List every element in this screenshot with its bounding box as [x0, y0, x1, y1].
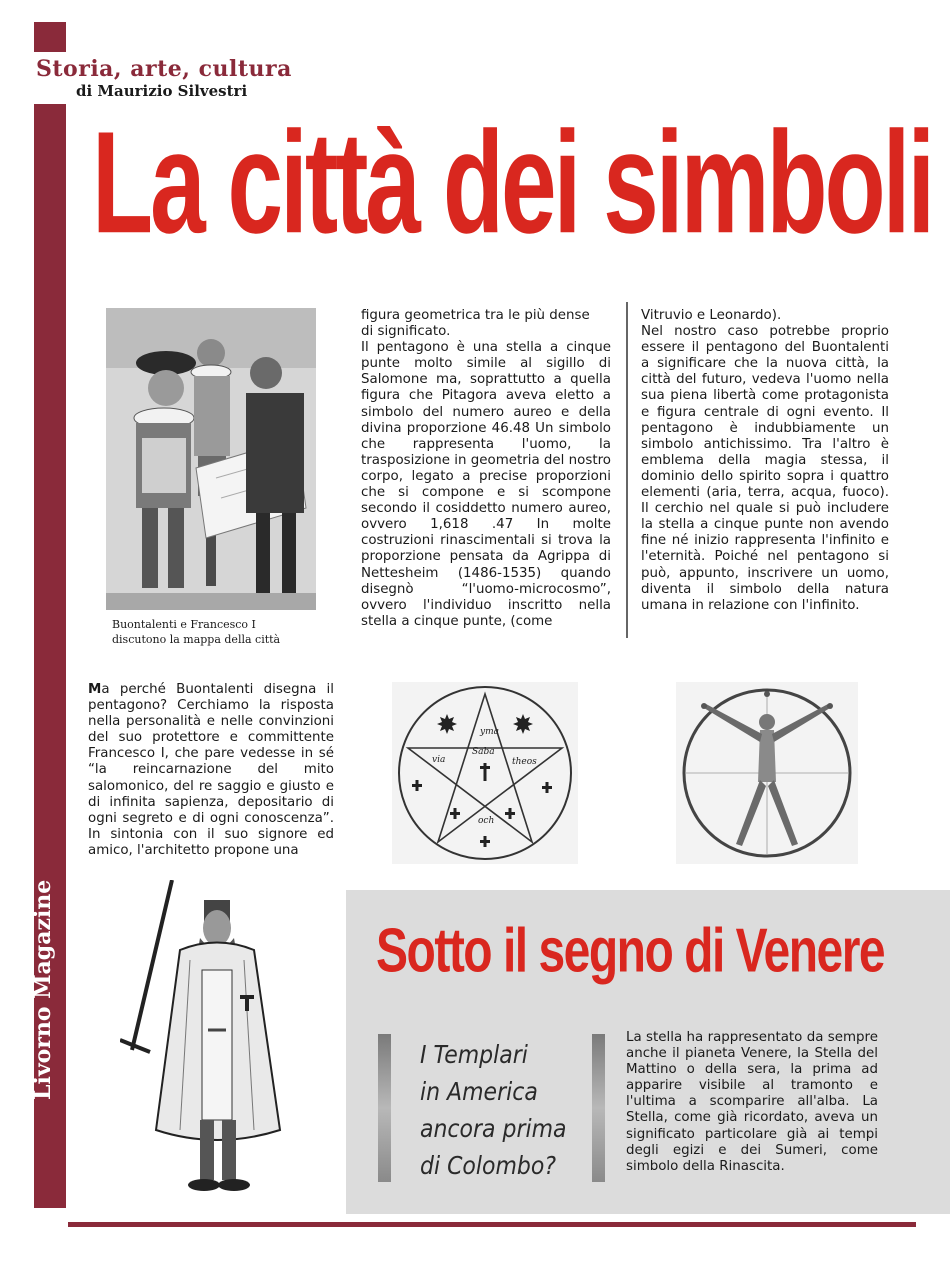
article-intro: [88, 682, 334, 859]
quote-bar: [378, 1034, 391, 1182]
bottom-rule: [68, 1222, 916, 1227]
column-divider: [626, 302, 628, 638]
pentagram-image: [392, 682, 578, 864]
text-bar: [592, 1034, 605, 1182]
pull-quote: I Templari in America ancora prima di Colombo?: [420, 1040, 567, 1180]
pentagram-label-top: yma: [480, 727, 499, 737]
vitruvian-man-image: [676, 682, 858, 864]
image-caption: Buontalenti e Francesco I discutono la mappa della città: [112, 618, 281, 646]
article-column-2: figura geometrica tra le più dense di significato. Il pentagono è una stella a cinque punte molto simile al sigillo di Salomone ma, soprattutto a quella figura che Pitagora aveva eletto a simbolo del numero aureo e della divina proporzione 46.48 Un simbolo che rappresenta l'uomo, la trasposizione in geometria del nostro corpo, legato a precise proporzioni che si compone e si scompone secondo il cosiddetto numero aureo, ovvero 1,618 .47 In molte costruzioni rinascimentali si trova la proporzione pensata da Agrippa di Nettesheim (1486-1535) quando disegnò “l'uomo-microcosmo”, ovvero l'individuo inscritto nella stella a cinque punte, (come: [361, 308, 611, 629]
author-byline: di Maurizio Silvestri: [76, 82, 248, 100]
box-headline: Sotto il segno di Venere: [376, 916, 885, 986]
corner-block: [34, 22, 66, 52]
article-column-3: Vitruvio e Leonardo). Nel nostro caso potrebbe proprio essere il pentagono del Buontalenti a significare che la nuova città, la città del futuro, vedeva l'uomo nella sua piena libertà come protagonista e figura centrale di ogni evento. Il pentagono è indubbiamente un simbolo antichissimo. Tra l'altro è emblema della magia stessa, il dominio dello spirito sopra i quattro elementi (aria, terra, acqua, fuoco). Il cerchio nel quale si può includere la stella a cinque punte non avendo fine né inizio rappresenta l'infinito e l'eternità. Poiché nel pentagono si può, appunto, inscrivere un uomo, diventa il simbolo della natura umana in relazione con l'infinito.: [641, 308, 889, 613]
pentagram-label-bottom: och: [478, 816, 495, 826]
drop-letter: M: [88, 682, 102, 697]
knight-templar-image: [120, 880, 305, 1210]
page-title: La città dei simboli: [92, 101, 933, 265]
magazine-name: Livorno Magazine: [30, 879, 56, 1100]
pentagram-label-right: theos: [512, 757, 537, 767]
pentagram-label-left: via: [432, 755, 446, 765]
box-text: La stella ha rappresentato da sempre anche il pianeta Venere, la Stella del Mattino o della sera, la prima ad apparire visibile al tramonto e l'ultima a scomparire all'alba. La Stella, come già ricordato, aveva un significato particolare già ai tempi degli egizi e dei Sumeri, come simbolo della Rinascita.: [626, 1030, 878, 1174]
pentagram-label-center: Saba: [472, 747, 495, 757]
intro-text: a perché Buontalenti disegna il pentagono? Cerchiamo la risposta nella personalità e nelle convinzioni del suo protettore e committente Francesco I, che pare vedesse in sé “la reincarnazione del mito salomonico, del re saggio e giusto e di infinita sapienza, depositario di ogni segreto e di ogni conoscenza”. In sintonia con il suo signore ed amico, l'architetto propone una: [88, 682, 334, 858]
engraving-buontalenti-image: [106, 308, 316, 610]
section-title: Storia, arte, cultura: [36, 56, 292, 82]
